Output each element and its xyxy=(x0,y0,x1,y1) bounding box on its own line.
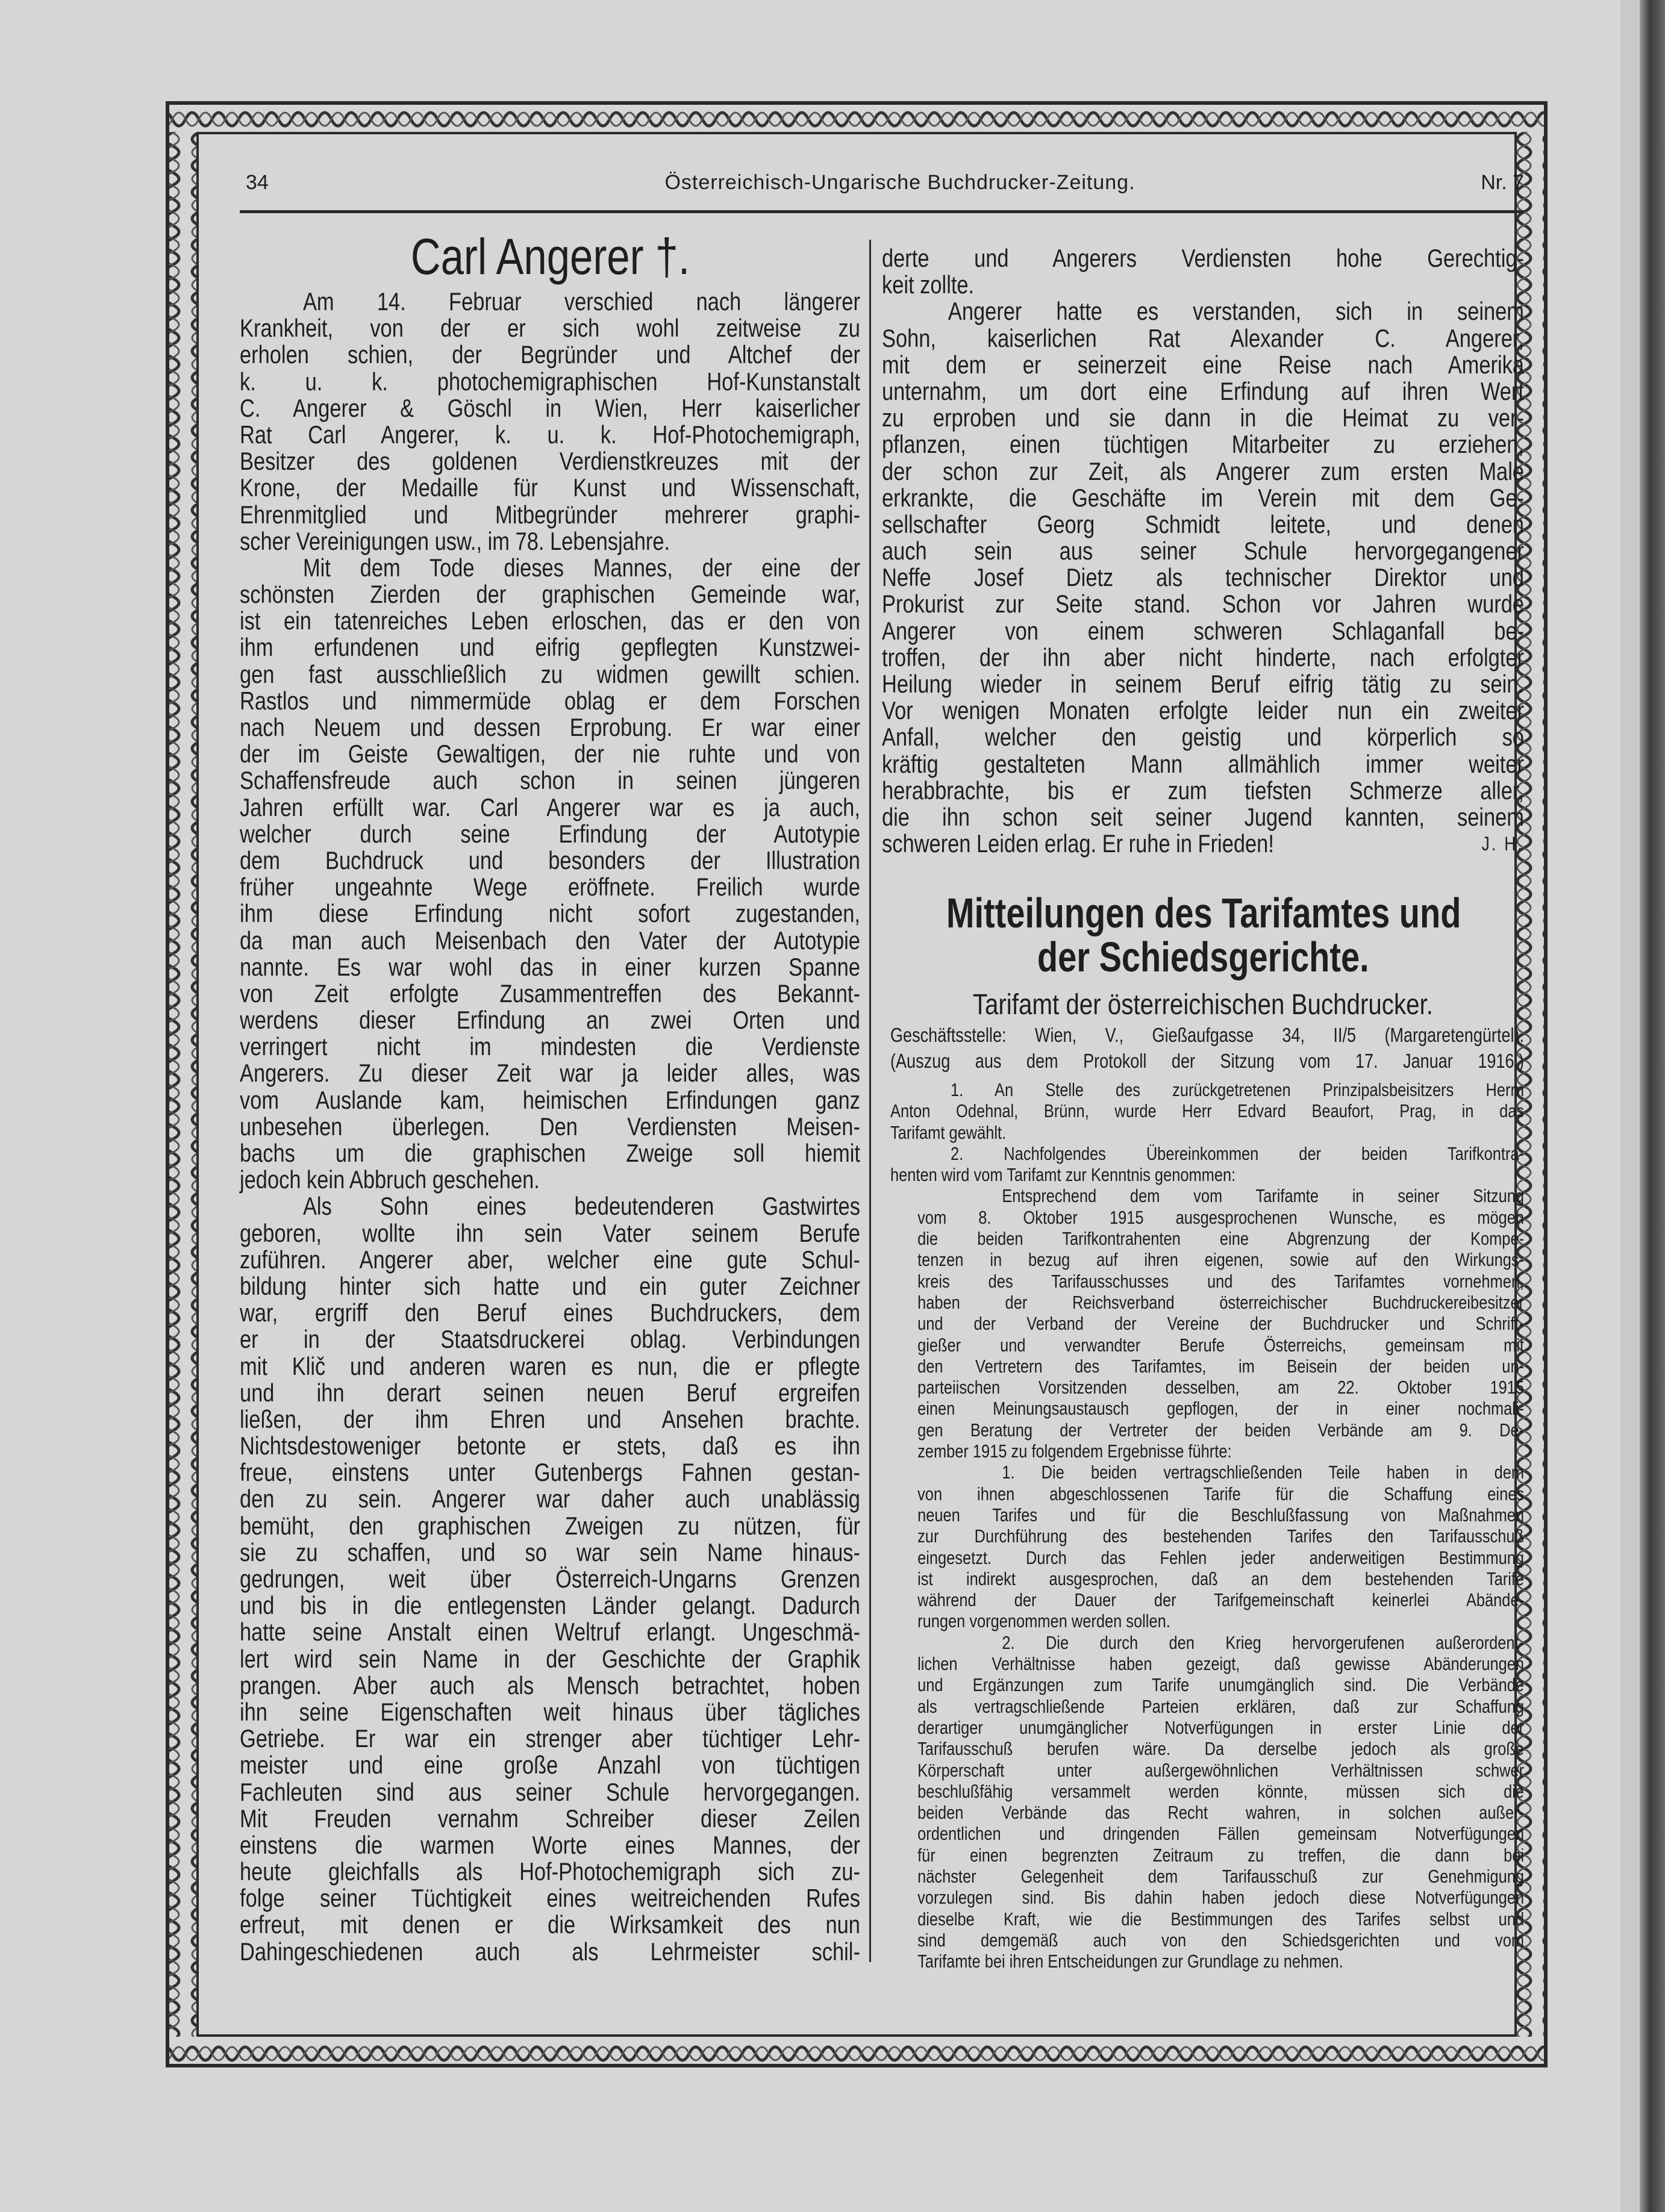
text-line xyxy=(240,1592,860,1619)
text-line xyxy=(240,288,860,315)
text-line-content: henten wird vom Tarifamt zur Kenntnis genommen: xyxy=(890,1164,1236,1186)
text-line-content: folge seiner Tüchtigkeit eines weitreichenden Rufes xyxy=(240,1884,860,1913)
text-line-content: prangen. Aber auch als Mensch betrachtet, hoben xyxy=(240,1671,860,1700)
text-line-content: C. Angerer & Göschl in Wien, Herr kaiserlicher xyxy=(240,393,860,422)
text-line xyxy=(240,1300,860,1326)
text-line-content: lichen Verhältnisse haben gezeigt, daß gewisse Abänderungen xyxy=(917,1653,1525,1675)
text-line xyxy=(240,341,860,368)
text-line-content: sie zu schaffen, und so war sein Name hinaus- xyxy=(240,1537,860,1566)
text-line-content: Tarifamte bei ihren Entscheidungen zur Grundlage zu nehmen. xyxy=(917,1951,1343,1972)
text-line xyxy=(882,378,1524,405)
text-line xyxy=(917,1249,1524,1270)
obituary-left-column xyxy=(240,288,860,1965)
text-line-content: heute gleichfalls als Hof-Photochemigraph sich zu- xyxy=(240,1857,860,1886)
text-line-content: den zu sein. Angerer war daher auch unablässig xyxy=(240,1485,860,1513)
text-line xyxy=(917,1271,1524,1292)
text-line-content: Sohn, kaiserlichen Rat Alexander C. Angerer, xyxy=(882,323,1524,352)
text-line-content: von Zeit erfolgte Zusammentreffen des Bekannt- xyxy=(240,979,860,1008)
text-line xyxy=(917,1610,1524,1631)
text-line-content: war, ergriff den Beruf eines Buchdruckers, dem xyxy=(240,1298,860,1327)
text-line xyxy=(240,1353,860,1380)
text-line xyxy=(882,751,1524,777)
text-line xyxy=(240,927,860,954)
text-line xyxy=(240,1220,860,1247)
text-line-content: nach Neuem und dessen Erprobung. Er war einer xyxy=(240,713,860,741)
text-line-content: als vertragschließende Parteien erklären, daß zur Schaffung xyxy=(917,1695,1525,1717)
text-line-content: gen fast ausschließlich zu widmen gewillt schien. xyxy=(240,659,860,688)
text-line-content: erfreut, mit denen er die Wirksamkeit des nun xyxy=(240,1910,860,1939)
text-line-content: da man auch Meisenbach den Vater der Autotypie xyxy=(240,926,860,955)
text-line-content: 1. Die beiden vertragschließenden Teile haben in dem xyxy=(1002,1462,1525,1483)
paragraph xyxy=(882,298,1524,857)
text-line-content: lert wird sein Name in der Geschichte der Graphik xyxy=(240,1644,860,1673)
text-line-content: er in der Staatsdruckerei oblag. Verbindungen xyxy=(240,1325,860,1354)
text-line xyxy=(240,555,860,581)
text-line-content: gedrungen, weit über Österreich-Ungarns Grenzen xyxy=(240,1565,860,1593)
text-line-content: nächster Gelegenheit dem Tarifausschuß zur Genehmigung xyxy=(917,1865,1525,1887)
text-line-content: ist indirekt ausgesprochen, daß an dem bestehenden Tarife xyxy=(917,1568,1525,1589)
text-line xyxy=(240,767,860,794)
text-line xyxy=(240,954,860,980)
text-line-content: zember 1915 zu folgendem Ergebnisse führte: xyxy=(917,1441,1232,1462)
text-line xyxy=(882,618,1524,644)
text-line xyxy=(882,352,1524,378)
text-line-content: haben der Reichsverband österreichischer Buchdruckereibesitzer xyxy=(917,1291,1525,1313)
text-line-content: Vor wenigen Monaten erfolgte leider nun ein zweiter xyxy=(882,696,1524,725)
paragraph xyxy=(240,1193,860,1964)
text-line xyxy=(240,1619,860,1645)
text-line-content: Tarifausschuß berufen wäre. Da derselbe jedoch als große xyxy=(917,1738,1525,1760)
obituary-right-column xyxy=(882,245,1524,857)
text-line-content: Mit dem Tode dieses Mannes, der eine der xyxy=(302,553,860,582)
text-line xyxy=(882,830,1524,857)
text-line-content: ist ein tatenreiches Leben erloschen, das er den von xyxy=(240,606,860,635)
text-line-content: jedoch kein Abbruch geschehen. xyxy=(240,1165,540,1194)
text-line-content: Entsprechend dem vom Tarifamte in seiner Sitzung xyxy=(1002,1185,1525,1207)
text-line xyxy=(917,1568,1524,1589)
text-line xyxy=(890,1122,1524,1143)
text-line-content: hatte seine Anstalt einen Weltruf erlangt. Ungeschmä- xyxy=(240,1618,860,1647)
text-line xyxy=(917,1653,1524,1674)
text-line-content: 2. Die durch den Krieg hervorgerufenen außerordent- xyxy=(1002,1631,1525,1653)
text-line-content: Angerer hatte es verstanden, sich in seinem xyxy=(948,297,1524,326)
text-line xyxy=(240,794,860,821)
text-line xyxy=(882,431,1524,458)
text-line-content: Anfall, welcher den geistig und körperlich so xyxy=(882,723,1524,752)
text-line xyxy=(917,1185,1524,1206)
text-line xyxy=(917,1951,1524,1972)
text-line-content: Tarifamt gewählt. xyxy=(890,1121,1007,1143)
text-line xyxy=(917,1504,1524,1525)
text-line xyxy=(890,1164,1524,1185)
text-line xyxy=(240,422,860,448)
protocol-excerpt: (Auszug aus dem Protokoll der Sitzung vom 17. Januar 1916.) xyxy=(890,1050,1525,1072)
text-line-content: dieselbe Kraft, wie die Bestimmungen des Tarifes selbst und xyxy=(917,1908,1525,1930)
text-line xyxy=(917,1866,1524,1887)
text-line xyxy=(882,591,1524,617)
paragraph xyxy=(917,1632,1524,1972)
text-line-content: beiden Verbände das Recht wahren, in solchen außer- xyxy=(917,1802,1525,1824)
text-line-content: Jahren erfüllt war. Carl Angerer war es ja auch, xyxy=(240,793,860,821)
text-line-content: früher ungeahnte Wege eröffnete. Freilich wurde xyxy=(240,873,860,902)
text-line xyxy=(240,821,860,847)
text-line-content: Fachleuten sind aus seiner Schule hervorgegangen. xyxy=(240,1777,860,1806)
text-line-content: ihn seine Eigenschaften weit hinaus über tägliches xyxy=(240,1697,860,1726)
page-number: 34 xyxy=(246,171,269,194)
text-line xyxy=(240,1247,860,1273)
text-line-content: mit Klič und anderen waren es nun, die er pflegte xyxy=(240,1351,860,1380)
text-line xyxy=(240,1486,860,1512)
text-line xyxy=(240,1114,860,1140)
text-line xyxy=(240,1060,860,1086)
text-line xyxy=(240,1033,860,1060)
obituary-title-wrap xyxy=(240,228,860,286)
text-line-content: ihm diese Erfindung nicht sofort zugestanden, xyxy=(240,899,860,928)
text-line-content: unternahm, um dort eine Erfindung auf ihren Wert xyxy=(882,376,1524,405)
subheading-wrap xyxy=(882,990,1524,1020)
text-line-content: bachs um die graphischen Zweige soll hiemit xyxy=(240,1139,860,1167)
text-line xyxy=(240,1140,860,1167)
text-line xyxy=(917,1335,1524,1356)
text-line xyxy=(917,1930,1524,1951)
text-line xyxy=(240,1007,860,1033)
office-info xyxy=(890,1024,1524,1073)
text-line-content: gen Beratung der Vertreter der beiden Verbände am 9. De- xyxy=(917,1419,1525,1441)
text-line xyxy=(240,1752,860,1778)
text-line xyxy=(240,502,860,528)
text-line-content: kräftig gestalteten Mann allmählich immer weiter xyxy=(882,749,1524,778)
text-line xyxy=(240,608,860,634)
text-line xyxy=(240,874,860,900)
text-line xyxy=(882,538,1524,564)
text-line-content: Getriebe. Er war ein strenger aber tüchtiger Lehr- xyxy=(240,1724,860,1753)
text-line xyxy=(240,1699,860,1725)
text-line-content: Dahingeschiedenen auch als Lehrmeister schil- xyxy=(240,1937,860,1966)
text-line xyxy=(917,1887,1524,1908)
text-line xyxy=(882,671,1524,697)
text-line-content: von ihnen abgeschlossenen Tarife für die Schaffung eines xyxy=(917,1483,1525,1504)
text-line-content: Krankheit, von der er sich wohl zeitweise zu xyxy=(240,314,860,343)
text-line xyxy=(917,1313,1524,1334)
paragraph xyxy=(917,1185,1524,1462)
text-line-content: mit dem er seinerzeit eine Reise nach Amerika xyxy=(882,350,1524,379)
text-line xyxy=(240,1167,860,1193)
text-line xyxy=(240,634,860,661)
text-line xyxy=(240,1832,860,1858)
text-line-content: unbesehen überlegen. Den Verdiensten Meisen- xyxy=(240,1112,860,1141)
text-line-content: scher Vereinigungen usw., im 78. Lebensjahre. xyxy=(240,526,670,555)
text-line xyxy=(240,1911,860,1938)
text-line xyxy=(240,1858,860,1885)
text-line xyxy=(882,777,1524,804)
text-line xyxy=(917,1589,1524,1610)
text-line-content: geboren, wollte ihn sein Vater seinem Berufe xyxy=(240,1218,860,1247)
text-line xyxy=(890,1079,1524,1100)
header-rule xyxy=(240,210,1524,213)
text-line xyxy=(917,1674,1524,1695)
text-line xyxy=(917,1823,1524,1844)
text-line xyxy=(240,1193,860,1220)
text-line-content: und Ergänzungen zum Tarife unumgänglich sind. Die Verbände xyxy=(917,1674,1525,1696)
text-line-content: zu erproben und sie dann in die Heimat zu ver- xyxy=(882,403,1524,432)
text-line-content: auch sein aus seiner Schule hervorgegangener xyxy=(882,537,1524,565)
text-line xyxy=(240,741,860,767)
text-line xyxy=(917,1717,1524,1738)
text-line-content: und der Verband der Vereine der Buchdrucker und Schrift- xyxy=(917,1313,1525,1335)
text-line xyxy=(917,1419,1524,1441)
text-line-content: Ehrenmitglied und Mitbegründer mehrerer graphi- xyxy=(240,500,860,529)
text-line-content: Mit Freuden vernahm Schreiber dieser Zeilen xyxy=(240,1804,860,1833)
text-line-content: derartiger unumgänglicher Notverfügungen in erster Linie der xyxy=(917,1716,1525,1738)
text-line xyxy=(240,661,860,688)
text-line-content: Krone, der Medaille für Kunst und Wissenschaft, xyxy=(240,473,860,502)
text-line-content: ordentlichen und dringenden Fällen gemeinsam Notverfügungen xyxy=(917,1823,1525,1845)
text-line xyxy=(240,847,860,874)
text-line xyxy=(882,511,1524,538)
text-line xyxy=(240,315,860,341)
text-line-content: und bis in die entlegensten Länder gelangt. Dadurch xyxy=(240,1591,860,1620)
text-line-content: Rat Carl Angerer, k. u. k. Hof-Photochemigraph, xyxy=(240,420,860,449)
text-line-content: kreis des Tarifausschusses und des Tarifamtes vornehmen, xyxy=(917,1270,1525,1292)
obituary-title: Carl Angerer †. xyxy=(410,228,690,285)
text-line-content: vom 8. Oktober 1915 ausgesprochenen Wunsche, es mögen xyxy=(917,1206,1525,1228)
text-line-content: meister und eine große Anzahl von tüchtigen xyxy=(240,1751,860,1780)
text-line xyxy=(240,1459,860,1486)
text-line xyxy=(240,1779,860,1805)
text-line xyxy=(240,1672,860,1699)
text-line-content: Besitzer des goldenen Verdienstkreuzes mit der xyxy=(240,447,860,476)
text-line-content: vorzulegen sind. Bis dahin haben jedoch diese Notverfügungen xyxy=(917,1887,1525,1908)
text-line xyxy=(240,1939,860,1965)
text-line-content: derte und Angerers Verdiensten hohe Gerechtig- xyxy=(882,244,1524,272)
text-line xyxy=(240,1885,860,1911)
text-line-content: bemüht, den graphischen Zweigen zu nützen, für xyxy=(240,1511,860,1540)
text-line xyxy=(240,475,860,501)
text-line xyxy=(882,272,1524,298)
text-line-content: Neffe Josef Dietz als technischer Direktor und xyxy=(882,563,1524,592)
paragraph xyxy=(240,555,860,1194)
text-line xyxy=(917,1908,1524,1930)
text-line xyxy=(240,1406,860,1433)
text-line xyxy=(240,714,860,741)
text-line-content: Als Sohn eines bedeutenderen Gastwirtes xyxy=(302,1192,860,1221)
text-line-content: zuführen. Angerer aber, welcher eine gute Schul- xyxy=(240,1245,860,1274)
text-line-content: Anton Odehnal, Brünn, wurde Herr Edvard Beaufort, Prag, in das xyxy=(890,1100,1525,1122)
text-line xyxy=(240,1433,860,1459)
text-line xyxy=(240,1513,860,1539)
text-line xyxy=(917,1398,1524,1419)
text-line xyxy=(240,369,860,395)
text-line xyxy=(882,804,1524,830)
text-line xyxy=(240,581,860,608)
publication-title: Österreichisch-Ungarische Buchdrucker-Zeitung. xyxy=(664,171,1136,194)
text-line-content: Schaffensfreude auch schon in seinen jüngeren xyxy=(240,766,860,795)
text-line-content: erholen schien, der Begründer und Altchef der xyxy=(240,340,860,369)
text-line xyxy=(917,1462,1524,1483)
text-line xyxy=(917,1845,1524,1866)
text-line-content: den Vertretern des Tarifamtes, im Beisein der beiden un- xyxy=(917,1355,1525,1377)
text-line-content: Prokurist zur Seite stand. Schon vor Jahren wurde xyxy=(882,590,1524,618)
text-line-content: und ihn derart seinen neuen Beruf ergreifen xyxy=(240,1378,860,1407)
text-line xyxy=(882,458,1524,485)
text-line-content: bildung hinter sich hatte und ein guter Zeichner xyxy=(240,1271,860,1300)
office-address: Geschäftsstelle: Wien, V., Gießaufgasse 34, II/5 (Margaretengürtel). xyxy=(890,1024,1525,1046)
text-line-content: der im Geiste Gewaltigen, der nie ruhte und von xyxy=(240,740,860,768)
text-line-content: Am 14. Februar verschied nach längerer xyxy=(302,287,860,316)
text-line xyxy=(240,688,860,714)
text-line-content: sind demgemäß auch von den Schiedsgerichten und vom xyxy=(917,1929,1525,1951)
text-line-content: Nichtsdestoweniger betonte er stets, daß es ihn xyxy=(240,1432,860,1460)
author-signature: J. H. xyxy=(1481,833,1524,855)
text-line xyxy=(917,1547,1524,1568)
text-line-content: vom Auslande kam, heimischen Erfindungen ganz xyxy=(240,1085,860,1114)
text-line-content: schweren Leiden erlag. Er ruhe in Frieden! xyxy=(882,829,1274,858)
text-line xyxy=(240,448,860,475)
text-line xyxy=(882,724,1524,750)
text-line xyxy=(917,1696,1524,1717)
text-line xyxy=(917,1228,1524,1249)
text-line-content: rungen vorgenommen werden sollen. xyxy=(917,1610,1170,1632)
text-line-content: Rastlos und nimmermüde oblag er dem Forschen xyxy=(240,686,860,715)
text-line xyxy=(240,900,860,927)
text-line xyxy=(882,644,1524,671)
text-line-content: für einen begrenzten Zeitraum zu treffen, die dann bei xyxy=(917,1844,1525,1866)
text-line-content: Heilung wieder in seinem Beruf eifrig tätig zu sein. xyxy=(882,670,1524,698)
paragraph xyxy=(917,1462,1524,1631)
text-line xyxy=(240,1646,860,1672)
text-line xyxy=(917,1207,1524,1228)
text-line-content: Körperschaft unter außergewöhnlichen Verhältnissen schwer xyxy=(917,1759,1525,1781)
text-line-content: der schon zur Zeit, als Angerer zum ersten Male xyxy=(882,456,1524,485)
text-line-content: nannte. Es war wohl das in einer kurzen Spanne xyxy=(240,952,860,981)
text-line-content: während der Dauer der Tarifgemeinschaft keinerlei Abände- xyxy=(917,1589,1525,1611)
paragraph xyxy=(240,288,860,555)
text-line xyxy=(240,1380,860,1406)
text-line xyxy=(882,697,1524,724)
text-line xyxy=(917,1760,1524,1781)
text-line xyxy=(240,980,860,1007)
text-line xyxy=(917,1525,1524,1547)
text-line xyxy=(917,1632,1524,1653)
text-line xyxy=(240,1725,860,1752)
text-line-content: Angerers. Zu dieser Zeit war ja leider alles, was xyxy=(240,1059,860,1088)
text-line xyxy=(882,485,1524,511)
text-line-content: pflanzen, einen tüchtigen Mitarbeiter zu erziehen, xyxy=(882,430,1524,459)
text-line-content: einstens die warmen Worte eines Mannes, der xyxy=(240,1830,860,1859)
text-line-content: neuen Tarifes und für die Beschlußfassung von Maßnahmen xyxy=(917,1504,1525,1525)
text-line xyxy=(882,298,1524,325)
text-line-content: Angerer von einem schweren Schlaganfall be- xyxy=(882,616,1524,645)
text-line xyxy=(882,245,1524,272)
text-line-content: einen Meinungsaustausch gepflogen, der in einer nochmali- xyxy=(917,1398,1525,1419)
text-line-content: werdens dieser Erfindung an zwei Orten und xyxy=(240,1006,860,1035)
text-line-content: troffen, der ihn aber nicht hinderte, nach erfolgter xyxy=(882,643,1524,671)
text-line-content: 1. An Stelle des zurückgetretenen Prinzipalsbeisitzers Herrn xyxy=(951,1079,1525,1100)
text-line-content: k. u. k. photochemigraphischen Hof-Kunstanstalt xyxy=(240,367,860,396)
text-line-content: verringert nicht im mindesten die Verdienste xyxy=(240,1032,860,1061)
text-line xyxy=(240,1087,860,1114)
section-heading-line1: Mitteilungen des Tarifamtes und xyxy=(946,889,1461,936)
text-line-content: erkrankte, die Geschäfte im Verein mit dem Ge- xyxy=(882,483,1524,512)
text-line-content: welcher durch seine Erfindung der Autotypie xyxy=(240,819,860,848)
text-line xyxy=(917,1441,1524,1462)
text-line xyxy=(240,1326,860,1353)
text-line-content: 2. Nachfolgendes Übereinkommen der beiden Tarifkontra- xyxy=(951,1142,1525,1164)
text-line xyxy=(917,1802,1524,1823)
section-heading xyxy=(882,891,1524,979)
text-line xyxy=(917,1377,1524,1398)
text-line-content: die beiden Tarifkontrahenten eine Abgrenzung der Kompe- xyxy=(917,1228,1525,1250)
text-line-content: dem Buchdruck und besonders der Illustration xyxy=(240,846,860,874)
paragraph xyxy=(882,245,1524,298)
text-line xyxy=(917,1292,1524,1313)
column-rule xyxy=(869,240,871,1962)
subheading: Tarifamt der österreichischen Buchdrucker. xyxy=(972,989,1434,1021)
text-line xyxy=(240,395,860,422)
text-line-content: parteiischen Vorsitzenden desselben, am 22. Oktober 1915 xyxy=(917,1377,1525,1398)
text-line-content: die ihn schon seit seiner Jugend kannten, seinem xyxy=(882,802,1524,831)
text-line xyxy=(240,1539,860,1566)
text-line xyxy=(890,1100,1524,1121)
text-line xyxy=(917,1356,1524,1377)
text-line-content: eingesetzt. Durch das Fehlen jeder anderweitigen Bestimmung xyxy=(917,1547,1525,1568)
text-line xyxy=(240,1273,860,1300)
text-line-content: tenzen in bezug auf ihren eigenen, sowie auf den Wirkungs- xyxy=(917,1249,1525,1271)
issue-number: Nr. 7 xyxy=(1481,171,1524,194)
text-line xyxy=(882,564,1524,591)
text-line xyxy=(882,325,1524,352)
text-line-content: zur Durchführung des bestehenden Tarifes den Tarifausschuß xyxy=(917,1525,1525,1547)
text-line-content: sellschafter Georg Schmidt leitete, und denen xyxy=(882,509,1524,538)
text-line-content: keit zollte. xyxy=(882,270,975,299)
text-line-content: ihm erfundenen und eifrig gepflegten Kunstzwei- xyxy=(240,633,860,662)
section-heading-line2: der Schiedsgerichte. xyxy=(1037,933,1369,980)
text-line-content: ließen, der ihm Ehren und Ansehen brachte. xyxy=(240,1404,860,1433)
text-line xyxy=(917,1781,1524,1802)
paragraph xyxy=(890,1143,1524,1186)
text-line xyxy=(917,1483,1524,1504)
text-line xyxy=(240,1805,860,1832)
text-line xyxy=(240,1566,860,1592)
text-line xyxy=(890,1143,1524,1164)
tarifamt-body xyxy=(890,1079,1524,1972)
paragraph xyxy=(890,1079,1524,1143)
text-line xyxy=(917,1738,1524,1759)
text-line-content: gießer und verwandter Berufe Österreichs, gemeinsam mit xyxy=(917,1334,1525,1356)
text-line-content: herabbrachte, bis er zum tiefsten Schmerze aller, xyxy=(882,776,1524,805)
text-line xyxy=(240,528,860,555)
text-line-content: beschlußfähig versammelt werden könnte, müssen sich die xyxy=(917,1780,1525,1802)
text-line xyxy=(882,405,1524,431)
text-line-content: schönsten Zierden der graphischen Gemeinde war, xyxy=(240,580,860,609)
text-line-content: freue, einstens unter Gutenbergs Fahnen gestan- xyxy=(240,1458,860,1487)
